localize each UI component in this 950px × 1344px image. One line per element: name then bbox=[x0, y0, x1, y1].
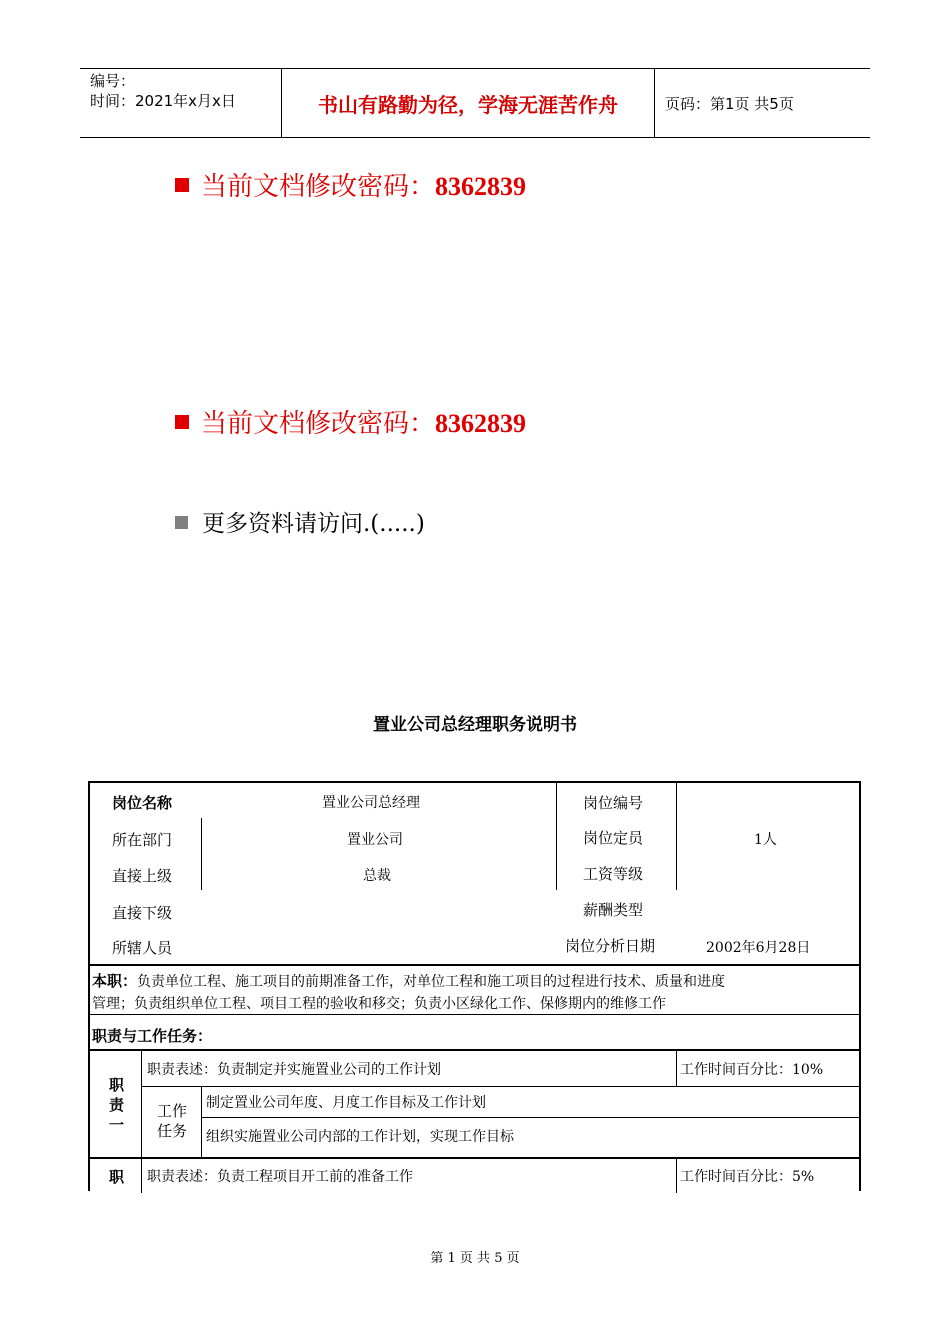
grid-line bbox=[141, 1159, 142, 1193]
grid-line bbox=[90, 964, 859, 966]
grid-line bbox=[676, 783, 677, 890]
password-label: 当前文档修改密码： bbox=[201, 172, 436, 202]
duty-text-line-2: 管理；负责组织单位工程、项目工程的验收和移交；负责小区绿化工作、保修期内的维修工作 bbox=[92, 996, 666, 1012]
grid-line bbox=[141, 1050, 142, 1158]
duty1-task-1: 制定置业公司年度、月度工作目标及工作计划 bbox=[206, 1095, 486, 1111]
headcount-value: 1人 bbox=[754, 832, 777, 848]
post-name-label: 岗位名称 bbox=[112, 794, 173, 812]
dept-value: 置业公司 bbox=[347, 832, 403, 848]
grid-line bbox=[201, 1087, 202, 1158]
duty2-description: 职责表述：负责工程项目开工前的准备工作 bbox=[147, 1169, 413, 1185]
grid-line bbox=[201, 818, 202, 890]
subordinate-label: 直接下级 bbox=[112, 904, 173, 922]
password-code: 8362839 bbox=[435, 172, 527, 201]
job-description-table bbox=[88, 781, 861, 1191]
grid-line bbox=[90, 1049, 859, 1051]
header-page-label: 页码：第1页 共5页 bbox=[665, 94, 794, 113]
post-name-value: 置业公司总经理 bbox=[322, 795, 420, 811]
grid-line bbox=[141, 1086, 859, 1087]
duty-text-line-1: 负责单位工程、施工项目的前期准备工作，对单位工程和施工项目的过程进行技术、质量和进度 bbox=[137, 974, 726, 990]
password-notice-1 bbox=[175, 166, 526, 203]
page-footer: 第 1 页 共 5 页 bbox=[430, 1251, 520, 1266]
duty-label: 本职： bbox=[92, 972, 138, 990]
red-square-bullet-icon bbox=[175, 178, 189, 192]
duty1-description: 职责表述：负责制定并实施置业公司的工作计划 bbox=[147, 1062, 441, 1078]
grid-line bbox=[676, 1050, 677, 1087]
red-square-bullet-icon bbox=[175, 415, 189, 429]
analysis-date-value: 2002年6月28日 bbox=[706, 940, 811, 956]
analysis-date-label: 岗位分析日期 bbox=[565, 937, 656, 955]
password-label: 当前文档修改密码： bbox=[201, 409, 436, 439]
grid-line bbox=[90, 1157, 859, 1159]
password-code: 8362839 bbox=[435, 409, 527, 438]
tasks-header: 职责与工作任务： bbox=[92, 1027, 213, 1045]
duty2-label-char-1: 职 bbox=[109, 1168, 125, 1186]
grid-line bbox=[90, 1014, 859, 1015]
password-notice-2 bbox=[175, 403, 526, 440]
salary-grade-label: 工资等级 bbox=[583, 865, 644, 883]
superior-value: 总裁 bbox=[363, 868, 391, 884]
work-task-label-line-2: 任务 bbox=[157, 1122, 188, 1140]
document-title: 置业公司总经理职务说明书 bbox=[373, 715, 577, 735]
duty1-label-char-2: 责 bbox=[109, 1096, 125, 1114]
grey-square-bullet-icon bbox=[175, 516, 188, 529]
duty2-time-percent: 工作时间百分比：5% bbox=[680, 1169, 815, 1185]
pay-type-label: 薪酬类型 bbox=[583, 901, 644, 919]
doc-number-label: 编号： bbox=[90, 72, 136, 90]
post-code-label: 岗位编号 bbox=[583, 794, 644, 812]
grid-line bbox=[676, 1159, 677, 1193]
duty1-label-char-1: 职 bbox=[109, 1076, 125, 1094]
more-info-text: 更多资料请访问.(.....) bbox=[202, 511, 425, 537]
header-motto: 书山有路勤为径，学海无涯苦作舟 bbox=[282, 69, 655, 137]
grid-line bbox=[201, 1117, 859, 1118]
superior-label: 直接上级 bbox=[112, 867, 173, 885]
more-info-notice bbox=[175, 505, 425, 538]
work-task-label-line-1: 工作 bbox=[157, 1102, 188, 1120]
dept-label: 所在部门 bbox=[112, 831, 173, 849]
grid-line bbox=[556, 783, 557, 890]
duty1-time-percent: 工作时间百分比：10% bbox=[680, 1062, 824, 1078]
page-header bbox=[80, 68, 870, 138]
duty1-label-char-3: 一 bbox=[109, 1116, 125, 1134]
header-meta bbox=[80, 69, 282, 137]
duty-summary bbox=[92, 971, 725, 992]
headcount-label: 岗位定员 bbox=[583, 829, 644, 847]
staff-label: 所辖人员 bbox=[112, 939, 173, 957]
duty1-task-2: 组织实施置业公司内部的工作计划，实现工作目标 bbox=[206, 1129, 514, 1145]
doc-time-label: 时间：2021年x月x日 bbox=[90, 92, 236, 110]
